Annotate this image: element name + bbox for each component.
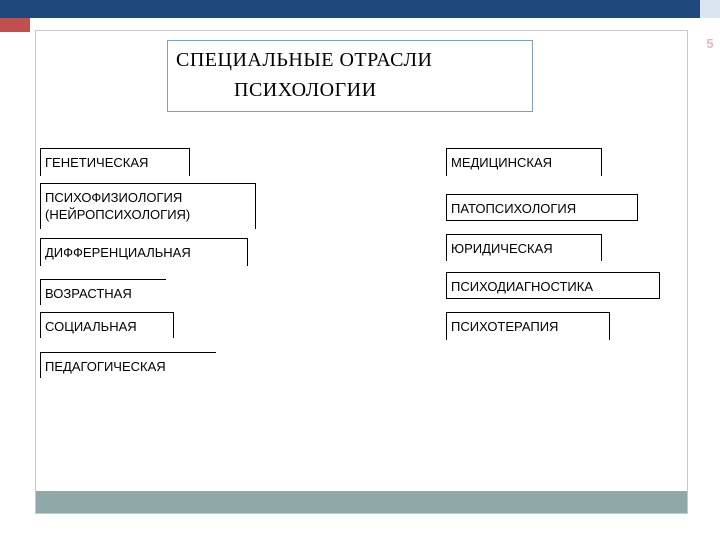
branch-label: ВОЗРАСТНАЯ: [45, 286, 132, 301]
branch-label: ГЕНЕТИЧЕСКАЯ: [45, 155, 149, 170]
branch-social: [40, 312, 174, 338]
branch-label: ДИФФЕРЕНЦИАЛЬНАЯ: [45, 245, 191, 260]
branch-medical: [446, 148, 602, 176]
branch-pedagogical: [40, 352, 216, 378]
branch-differential: [40, 238, 248, 266]
branch-label: ПАТОПСИХОЛОГИЯ: [451, 201, 577, 216]
branch-pathopsychology: [446, 194, 638, 221]
branch-developmental: [40, 279, 166, 305]
branch-label: ПСИХОТЕРАПИЯ: [451, 319, 559, 334]
top-bar: [0, 0, 700, 18]
top-accent: [0, 18, 30, 32]
branch-label: ПСИХОДИАГНОСТИКА: [451, 279, 593, 294]
branch-psychophysiology: [40, 183, 256, 229]
branch-label: СОЦИАЛЬНАЯ: [45, 319, 137, 334]
branch-psychodiagnostics: [446, 272, 660, 299]
branch-label: ПЕДАГОГИЧЕСКАЯ: [45, 359, 166, 374]
bottom-band: [36, 491, 687, 513]
branch-label: ЮРИДИЧЕСКАЯ: [451, 241, 553, 256]
title-line-2: ПСИХОЛОГИИ: [234, 79, 377, 101]
branch-label: ПСИХОФИЗИОЛОГИЯ: [45, 190, 183, 205]
branch-psychotherapy: [446, 312, 610, 340]
branch-label-sub: (НЕЙРОПСИХОЛОГИЯ): [45, 207, 191, 222]
branch-genetic: [40, 148, 190, 176]
title-box: [167, 40, 533, 112]
slide-number: 5: [706, 36, 714, 51]
top-accent-right: [700, 0, 720, 18]
title-line-1: СПЕЦИАЛЬНЫЕ ОТРАСЛИ: [176, 49, 433, 71]
branch-label: МЕДИЦИНСКАЯ: [451, 155, 553, 170]
branch-legal: [446, 234, 602, 261]
